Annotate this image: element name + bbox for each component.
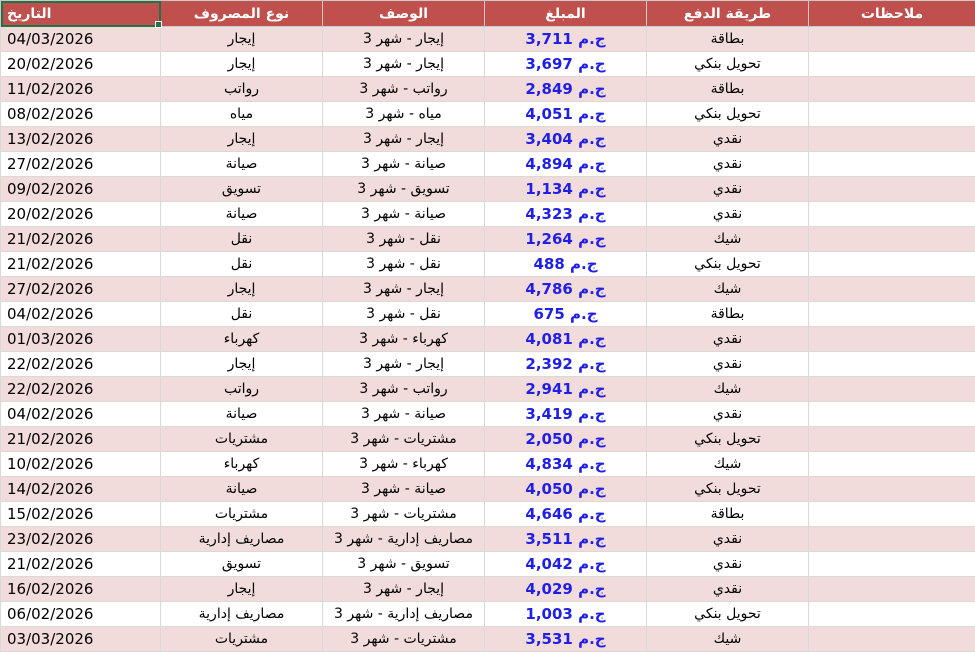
- table-row: [1, 102, 975, 127]
- cell-description[interactable]: صيانة - شهر 3: [323, 477, 485, 502]
- table-row: [1, 327, 975, 352]
- cell-expense-type[interactable]: مصاريف إدارية: [161, 527, 323, 552]
- header-cell-amount[interactable]: المبلغ: [485, 1, 647, 27]
- cell-amount[interactable]: ج.م 3,419: [485, 402, 647, 427]
- cell-payment-method[interactable]: نقدي: [647, 202, 809, 227]
- cell-amount[interactable]: ج.م 2,849: [485, 77, 647, 102]
- table-row: [1, 27, 975, 52]
- cell-notes[interactable]: [809, 552, 975, 577]
- table-row: [1, 252, 975, 277]
- cell-description[interactable]: إيجار - شهر 3: [323, 27, 485, 52]
- cell-date[interactable]: 04/02/2026: [1, 302, 161, 327]
- cell-expense-type[interactable]: مشتريات: [161, 427, 323, 452]
- table-body: [1, 27, 975, 652]
- table-row: [1, 52, 975, 77]
- table-row: [1, 352, 975, 377]
- header-row: [1, 1, 975, 27]
- cell-amount[interactable]: ج.م 4,834: [485, 452, 647, 477]
- cell-date[interactable]: 20/02/2026: [1, 202, 161, 227]
- cell-amount[interactable]: ج.م 3,531: [485, 627, 647, 652]
- cell-notes[interactable]: [809, 427, 975, 452]
- cell-description[interactable]: إيجار - شهر 3: [323, 577, 485, 602]
- cell-payment-method[interactable]: نقدي: [647, 552, 809, 577]
- cell-expense-type[interactable]: رواتب: [161, 77, 323, 102]
- cell-amount[interactable]: ج.م 675: [485, 302, 647, 327]
- cell-expense-type[interactable]: رواتب: [161, 377, 323, 402]
- cell-expense-type[interactable]: كهرباء: [161, 327, 323, 352]
- table-row: [1, 402, 975, 427]
- cell-description[interactable]: مشتريات - شهر 3: [323, 427, 485, 452]
- cell-expense-type[interactable]: صيانة: [161, 202, 323, 227]
- cell-date[interactable]: 14/02/2026: [1, 477, 161, 502]
- cell-notes[interactable]: [809, 127, 975, 152]
- cell-payment-method[interactable]: تحويل بنكي: [647, 252, 809, 277]
- cell-amount[interactable]: ج.م 2,050: [485, 427, 647, 452]
- cell-payment-method[interactable]: بطاقة: [647, 502, 809, 527]
- cell-amount[interactable]: ج.م 4,051: [485, 102, 647, 127]
- cell-payment-method[interactable]: تحويل بنكي: [647, 52, 809, 77]
- cell-notes[interactable]: [809, 377, 975, 402]
- cell-notes[interactable]: [809, 102, 975, 127]
- cell-description[interactable]: نقل - شهر 3: [323, 302, 485, 327]
- cell-payment-method[interactable]: نقدي: [647, 577, 809, 602]
- cell-notes[interactable]: [809, 477, 975, 502]
- cell-description[interactable]: نقل - شهر 3: [323, 252, 485, 277]
- cell-date[interactable]: 23/02/2026: [1, 527, 161, 552]
- cell-description[interactable]: إيجار - شهر 3: [323, 52, 485, 77]
- cell-notes[interactable]: [809, 527, 975, 552]
- cell-date[interactable]: 04/02/2026: [1, 402, 161, 427]
- cell-description[interactable]: رواتب - شهر 3: [323, 77, 485, 102]
- cell-notes[interactable]: [809, 152, 975, 177]
- table-row: [1, 452, 975, 477]
- cell-description[interactable]: إيجار - شهر 3: [323, 277, 485, 302]
- fill-handle[interactable]: [155, 21, 162, 28]
- cell-description[interactable]: مصاريف إدارية - شهر 3: [323, 527, 485, 552]
- cell-payment-method[interactable]: شيك: [647, 452, 809, 477]
- table-row: [1, 477, 975, 502]
- cell-date[interactable]: 21/02/2026: [1, 227, 161, 252]
- cell-payment-method[interactable]: بطاقة: [647, 27, 809, 52]
- cell-expense-type[interactable]: إيجار: [161, 52, 323, 77]
- cell-date[interactable]: 08/02/2026: [1, 102, 161, 127]
- cell-payment-method[interactable]: نقدي: [647, 327, 809, 352]
- cell-date[interactable]: 13/02/2026: [1, 127, 161, 152]
- cell-expense-type[interactable]: إيجار: [161, 352, 323, 377]
- cell-amount[interactable]: ج.م 4,786: [485, 277, 647, 302]
- cell-payment-method[interactable]: شيك: [647, 277, 809, 302]
- cell-notes[interactable]: [809, 177, 975, 202]
- cell-description[interactable]: إيجار - شهر 3: [323, 352, 485, 377]
- cell-payment-method[interactable]: شيك: [647, 377, 809, 402]
- cell-date[interactable]: 15/02/2026: [1, 502, 161, 527]
- cell-payment-method[interactable]: نقدي: [647, 127, 809, 152]
- cell-date[interactable]: 03/03/2026: [1, 627, 161, 652]
- cell-amount[interactable]: ج.م 3,697: [485, 52, 647, 77]
- table-row: [1, 427, 975, 452]
- cell-amount[interactable]: ج.م 1,003: [485, 602, 647, 627]
- cell-notes[interactable]: [809, 402, 975, 427]
- cell-expense-type[interactable]: مشتريات: [161, 502, 323, 527]
- cell-expense-type[interactable]: إيجار: [161, 277, 323, 302]
- cell-description[interactable]: تسويق - شهر 3: [323, 552, 485, 577]
- cell-expense-type[interactable]: كهرباء: [161, 452, 323, 477]
- cell-expense-type[interactable]: مشتريات: [161, 627, 323, 652]
- table-row: [1, 552, 975, 577]
- table-row: [1, 77, 975, 102]
- cell-description[interactable]: كهرباء - شهر 3: [323, 327, 485, 352]
- table-row: [1, 302, 975, 327]
- cell-description[interactable]: مياه - شهر 3: [323, 102, 485, 127]
- cell-notes[interactable]: [809, 227, 975, 252]
- table-row: [1, 277, 975, 302]
- cell-description[interactable]: رواتب - شهر 3: [323, 377, 485, 402]
- cell-amount[interactable]: ج.م 4,894: [485, 152, 647, 177]
- table-row: [1, 152, 975, 177]
- cell-payment-method[interactable]: بطاقة: [647, 302, 809, 327]
- cell-description[interactable]: إيجار - شهر 3: [323, 127, 485, 152]
- cell-payment-method[interactable]: شيك: [647, 627, 809, 652]
- cell-expense-type[interactable]: نقل: [161, 252, 323, 277]
- cell-amount[interactable]: ج.م 4,050: [485, 477, 647, 502]
- cell-payment-method[interactable]: تحويل بنكي: [647, 102, 809, 127]
- cell-notes[interactable]: [809, 277, 975, 302]
- cell-date[interactable]: 10/02/2026: [1, 452, 161, 477]
- cell-description[interactable]: مشتريات - شهر 3: [323, 502, 485, 527]
- cell-expense-type[interactable]: نقل: [161, 302, 323, 327]
- cell-amount[interactable]: ج.م 2,941: [485, 377, 647, 402]
- cell-payment-method[interactable]: بطاقة: [647, 77, 809, 102]
- cell-payment-method[interactable]: نقدي: [647, 177, 809, 202]
- cell-notes[interactable]: [809, 327, 975, 352]
- cell-payment-method[interactable]: نقدي: [647, 402, 809, 427]
- cell-notes[interactable]: [809, 352, 975, 377]
- cell-notes[interactable]: [809, 302, 975, 327]
- cell-description[interactable]: صيانة - شهر 3: [323, 202, 485, 227]
- cell-date[interactable]: 09/02/2026: [1, 177, 161, 202]
- cell-date[interactable]: 20/02/2026: [1, 52, 161, 77]
- cell-amount[interactable]: ج.م 3,511: [485, 527, 647, 552]
- cell-expense-type[interactable]: نقل: [161, 227, 323, 252]
- cell-description[interactable]: صيانة - شهر 3: [323, 152, 485, 177]
- cell-expense-type[interactable]: تسويق: [161, 177, 323, 202]
- cell-amount[interactable]: ج.م 3,404: [485, 127, 647, 152]
- cell-notes[interactable]: [809, 52, 975, 77]
- cell-description[interactable]: كهرباء - شهر 3: [323, 452, 485, 477]
- cell-amount[interactable]: ج.م 4,042: [485, 552, 647, 577]
- cell-payment-method[interactable]: تحويل بنكي: [647, 477, 809, 502]
- cell-description[interactable]: مصاريف إدارية - شهر 3: [323, 602, 485, 627]
- cell-expense-type[interactable]: إيجار: [161, 127, 323, 152]
- table-row: [1, 177, 975, 202]
- cell-payment-method[interactable]: تحويل بنكي: [647, 427, 809, 452]
- cell-notes[interactable]: [809, 202, 975, 227]
- header-cell-payment-method[interactable]: طريقة الدفع: [647, 1, 809, 27]
- cell-payment-method[interactable]: نقدي: [647, 527, 809, 552]
- table-row: [1, 377, 975, 402]
- table-row: [1, 502, 975, 527]
- cell-date[interactable]: 22/02/2026: [1, 352, 161, 377]
- cell-description[interactable]: مشتريات - شهر 3: [323, 627, 485, 652]
- cell-expense-type[interactable]: تسويق: [161, 552, 323, 577]
- header-cell-type[interactable]: نوع المصروف: [161, 1, 323, 27]
- cell-amount[interactable]: ج.م 1,264: [485, 227, 647, 252]
- cell-notes[interactable]: [809, 602, 975, 627]
- table-row: [1, 602, 975, 627]
- cell-payment-method[interactable]: نقدي: [647, 152, 809, 177]
- cell-notes[interactable]: [809, 627, 975, 652]
- cell-amount[interactable]: ج.م 4,323: [485, 202, 647, 227]
- table-row: [1, 202, 975, 227]
- cell-date[interactable]: 21/02/2026: [1, 427, 161, 452]
- header-cell-description[interactable]: الوصف: [323, 1, 485, 27]
- cell-amount[interactable]: ج.م 488: [485, 252, 647, 277]
- cell-notes[interactable]: [809, 77, 975, 102]
- header-cell-notes[interactable]: ملاحظات: [809, 1, 975, 27]
- table-row: [1, 227, 975, 252]
- cell-expense-type[interactable]: إيجار: [161, 27, 323, 52]
- cell-payment-method[interactable]: نقدي: [647, 352, 809, 377]
- cell-expense-type[interactable]: صيانة: [161, 477, 323, 502]
- cell-date[interactable]: 22/02/2026: [1, 377, 161, 402]
- cell-amount[interactable]: ج.م 2,392: [485, 352, 647, 377]
- cell-amount[interactable]: ج.م 3,711: [485, 27, 647, 52]
- cell-date[interactable]: 01/03/2026: [1, 327, 161, 352]
- cell-date[interactable]: 21/02/2026: [1, 252, 161, 277]
- cell-amount[interactable]: ج.م 1,134: [485, 177, 647, 202]
- cell-payment-method[interactable]: شيك: [647, 227, 809, 252]
- cell-expense-type[interactable]: صيانة: [161, 402, 323, 427]
- table-row: [1, 627, 975, 652]
- cell-notes[interactable]: [809, 577, 975, 602]
- cell-date[interactable]: 27/02/2026: [1, 277, 161, 302]
- cell-notes[interactable]: [809, 502, 975, 527]
- cell-expense-type[interactable]: صيانة: [161, 152, 323, 177]
- cell-date[interactable]: 11/02/2026: [1, 77, 161, 102]
- cell-date[interactable]: 27/02/2026: [1, 152, 161, 177]
- cell-date[interactable]: 21/02/2026: [1, 552, 161, 577]
- cell-notes[interactable]: [809, 452, 975, 477]
- cell-description[interactable]: صيانة - شهر 3: [323, 402, 485, 427]
- cell-description[interactable]: تسويق - شهر 3: [323, 177, 485, 202]
- table-row: [1, 527, 975, 552]
- cell-expense-type[interactable]: مصاريف إدارية: [161, 602, 323, 627]
- cell-amount[interactable]: ج.م 4,646: [485, 502, 647, 527]
- cell-payment-method[interactable]: تحويل بنكي: [647, 602, 809, 627]
- cell-description[interactable]: نقل - شهر 3: [323, 227, 485, 252]
- cell-notes[interactable]: [809, 27, 975, 52]
- cell-notes[interactable]: [809, 252, 975, 277]
- cell-amount[interactable]: ج.م 4,081: [485, 327, 647, 352]
- table-row: [1, 127, 975, 152]
- cell-date[interactable]: 04/03/2026: [1, 27, 161, 52]
- table-row: [1, 577, 975, 602]
- cell-expense-type[interactable]: مياه: [161, 102, 323, 127]
- cell-date[interactable]: 06/02/2026: [1, 602, 161, 627]
- header-cell-date[interactable]: التاريخ: [1, 1, 161, 27]
- cell-expense-type[interactable]: إيجار: [161, 577, 323, 602]
- cell-amount[interactable]: ج.م 4,029: [485, 577, 647, 602]
- cell-date[interactable]: 16/02/2026: [1, 577, 161, 602]
